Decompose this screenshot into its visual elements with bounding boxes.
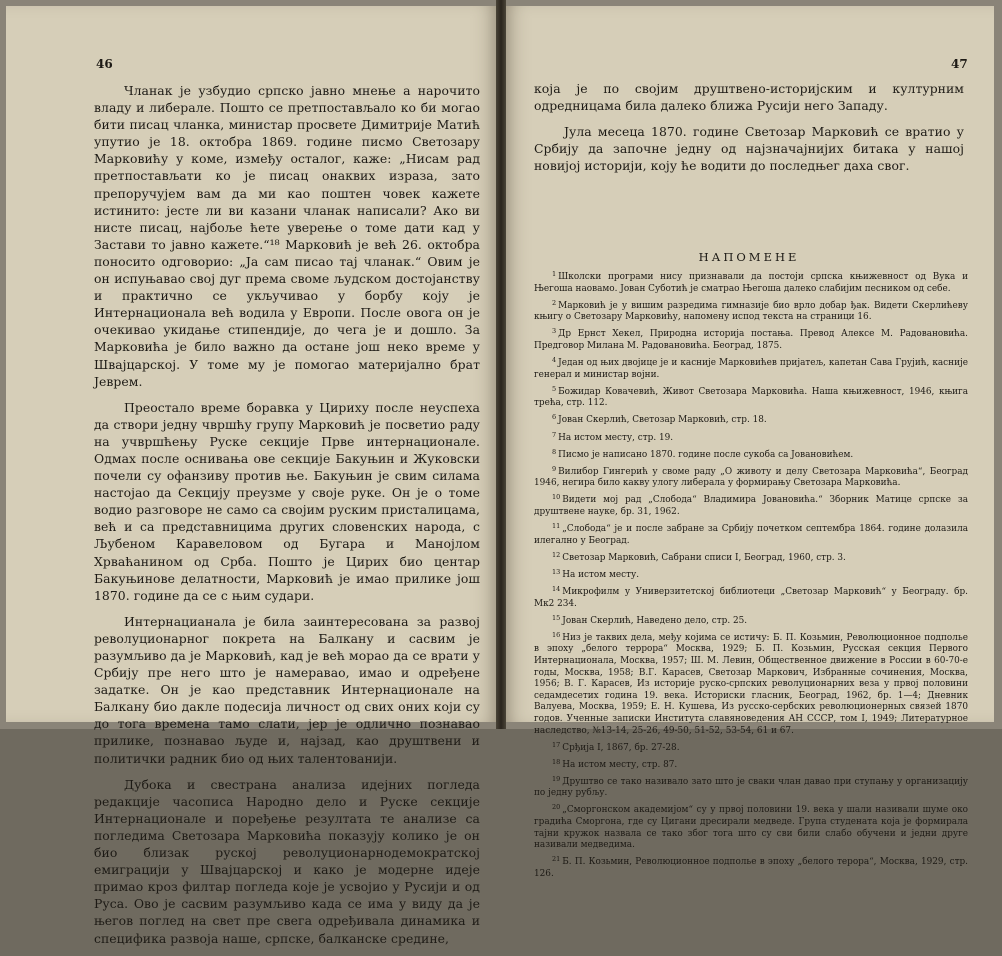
footnote-number: 8 — [552, 447, 557, 456]
book-gutter — [496, 0, 506, 729]
footnote-number: 15 — [552, 613, 561, 622]
footnote — [534, 550, 968, 565]
footnote — [534, 740, 968, 755]
footnote — [534, 355, 968, 381]
footnote — [534, 630, 968, 737]
paragraph: Преостало време боравка у Цириху после неуспеха да створи једну чвршћу групу Марковић је посветио раду на учвршћењу Руске секције Прве интернационале. Одмах после оснивања ове секције Бакуњин и Жуковски почели су офанзиву против ње. Бакуњин је свим силама настојао да Секцију преузме у своје руке. Он је о томе водио разговоре не само са својим руским присталицама, већ и са представницима других словенских народа, с Љубеном Каравеловом од Бугара и Манојлом Хрваћанином од Срба. Пошто је Цирих био центар Бакуњинове делатности, Марковић је имао прилике још 1870. године да се с њим судари. — [94, 399, 480, 603]
footnote — [534, 802, 968, 851]
footnote-text: Вилибор Гингерић у своме раду „О животу и делу Светозара Марковића“, Београд 1946, негира било какву улогу либерала у формирању Светозара Марковића. — [534, 466, 968, 489]
footnote-text: На истом месту. — [562, 569, 640, 580]
footnote-text: На истом месту, стр. 19. — [558, 432, 674, 443]
footnote-number: 2 — [552, 298, 557, 307]
footnote — [534, 269, 968, 295]
footnote-number: 3 — [552, 327, 557, 336]
left-page — [6, 6, 500, 946]
footnote-number: 16 — [552, 630, 561, 639]
left-body-text — [94, 82, 480, 956]
footnote — [534, 298, 968, 324]
footnote-number: 7 — [552, 430, 557, 439]
footnote-text: Писмо је написано 1870. године после сукоба са Јовановићем. — [558, 449, 854, 460]
footnote-text: Друштво се тако називало зато што је сваки члан давао при ступању у организацију по једну рубљу. — [534, 776, 968, 799]
footnote-text: „Слобода“ је и после забране за Србију почетком септембра 1864. године долазила илегално у Београд. — [534, 524, 968, 546]
footnote-text: Микрофилм у Универзитетској библиотеци „Светозар Марковић“ у Београду. бр. Мк2 234. — [534, 586, 968, 609]
footnote-text: Јован Скерлић, Наведено дело, стр. 25. — [562, 615, 748, 626]
footnote — [534, 447, 968, 462]
footnote-text: Низ је таквих дела, међу којима се истичу: Б. П. Козьмин, Революционное подполье в эпоху „белого террора“ Москва, 1929; Б. П. Козьмин, Русская секция Первого Интернационала, Москва, 1957; Ш. М. Левин, Общественное движение в России в 60-70-е годы, Москва, 1958; В.Г. Карасев, Светозар Маркович, Избранные сочинения, Москва, 1956; В. Г. Карасев, Из историје руско-српских револуционарних веза у првој половини седамдесетих година 19. века. Историски гласник, Београд, 1962, бр. 1—4; Дневник Валуева, Москва, 1959; Е. Н. Кушева, Из русско-сербских революционерных связей 1870 годов. Ученные записки Института славяноведения АН СССР, том I, 1949; Литературное наследство, №13-14, 25-26, 49-50, 51-52, 53-54, 61 и 67. — [534, 632, 968, 736]
footnote-number: 21 — [552, 855, 561, 864]
footnote-text: Школски програми нису признавали да постоји српска књижевност од Вука и Његоша наовамо. Јован Суботић је сматрао Његоша далеко слабијим песником од себе. — [534, 272, 968, 294]
footnote-text: Један од њих двојице је и касније Марковићев пријатељ, капетан Сава Грујић, касније генерал и министар војни. — [534, 358, 968, 380]
footnote — [534, 854, 968, 880]
footnote-number: 11 — [552, 522, 561, 531]
footnote-number: 4 — [552, 356, 557, 365]
page-number: 47 — [951, 57, 968, 71]
footnote — [534, 567, 968, 582]
footnote — [534, 492, 968, 518]
footnote — [534, 326, 968, 352]
right-page — [502, 6, 994, 879]
footnote-number: 20 — [552, 803, 561, 812]
footnote — [534, 464, 968, 490]
paragraph: Јула месеца 1870. године Светозар Марковић се вратио у Србију да започне једну од најзначајнијих битака у нашој новијој историји, коју ће водити до последњег даха свог. — [534, 124, 964, 174]
footnote-text: Видети мој рад „Слобода“ Владимира Јовановића.“ Зборник Матице српске за друштвене науке, бр. 31, 1962. — [534, 495, 968, 517]
paragraph: Чланак је узбудио српско јавно мнење а нарочито владу и либерале. Пошто се претпостављало ко би могао бити писац чланка, министар просвете Димитрије Матић упутио је 18. октобра 1869. године писмо Светозару Марковићу у коме, између осталог, каже: „Нисам рад претпостављати ко је писац онаквих израза, зато препоручујем вам да ми као поштен човек кажете истинито: јесте ли ви казани чланак написали? Ако ви нисте писац, најбоље ћете уверење о томе дати кад у Застави то јавно кажете.“¹⁸ Марковић је већ 26. октобра поносито одговорио: „Ја сам писао тај чланак.“ Овим је он испуњавао свој дуг према своме људском достојанству и практично се укључивао у борбу коју је Интернационала већ водила у Европи. После овога он је очекивао укидање стипендије, до чега је и дошло. За Марковића је било важно да остане још неко време у Швајцарској. У томе му је помогао материјално брат Јеврем. — [94, 83, 480, 389]
footnote-text: На истом месту, стр. 87. — [562, 759, 678, 770]
paragraph: која је по својим друштвено-историјским и културним одредницама била далеко ближа Русији него Западу. — [534, 81, 964, 114]
footnote — [534, 584, 968, 610]
footnote — [534, 613, 968, 628]
footnote-number: 10 — [552, 493, 561, 502]
footnote-text: Божидар Ковачевић, Живот Светозара Марковића. Наша књижевност, 1946, књига трећа, стр. 112. — [534, 386, 968, 409]
footnote-text: „Сморгонском академијом“ су у првој половини 19. века у шали називали шуме око градића Сморгона, где су Цигани дресирали медведе. Група студената која је формирала тајни кружок назвала се тако због тога што су сви били слабо обучени и једни друге називали медведима. — [534, 805, 968, 851]
footnote — [534, 774, 968, 800]
footnote — [534, 757, 968, 772]
footnote-number: 14 — [552, 584, 561, 593]
footnote-text: Б. П. Козьмин, Революционное подполье в эпоху „белого терора“, Москва, 1929, стр. 126. — [534, 857, 968, 879]
footnote-text: Марковић је у вишим разредима гимназије био врло добар ђак. Видети Скерлићеву књигу о Светозару Марковићу, напомену испод текста на страници 16. — [534, 300, 968, 323]
footnote-number: 9 — [552, 464, 557, 473]
footnote-number: 1 — [552, 270, 557, 278]
footnote-number: 17 — [552, 740, 561, 749]
footnote-number: 6 — [552, 413, 557, 422]
footnote — [534, 521, 968, 547]
footnote-number: 18 — [552, 757, 561, 766]
right-body-text — [534, 80, 964, 183]
footnote-text: Др Ернст Хекел, Природна историја постања. Превод Алексе М. Радовановића. Предговор Милана М. Радовановића. Београд, 1875. — [534, 329, 968, 351]
page-number: 46 — [96, 57, 113, 71]
footnote-number: 5 — [552, 384, 557, 393]
footnote-text: Јован Скерлић, Светозар Марковић, стр. 18. — [558, 415, 767, 426]
notes-heading: НАПОМЕНЕ — [698, 250, 800, 264]
paragraph: Интернацианала је била заинтересована за развој револуционарног покрета на Балкану и сасвим је разумљиво да је Марковић, кад је већ морао да се врати у Србију пре него што је намеравао, имао и одређене задатке. Он је као представник Интернационале на Балкану био дакле подесија личност од свих оних који су до тога времена тамо слати, јер је одлично познавао прилике, познавао људе и, најзад, као друштвени и политички радник био од њих талентованији. — [94, 613, 480, 766]
footnote — [534, 384, 968, 410]
notes-list — [534, 269, 968, 883]
footnote-number: 12 — [552, 550, 561, 559]
footnote — [534, 412, 968, 427]
footnote-number: 19 — [552, 774, 561, 783]
footnote-text: Светозар Марковић, Сабрани списи I, Београд, 1960, стр. 3. — [562, 552, 846, 563]
footnote-number: 13 — [552, 567, 561, 576]
paragraph: Дубока и свестрана анализа идејних погледа редакције часописа Народно дело и Руске секције Интернационале и поређење резултата те анализе са погледима Светозара Марковића показују колико је он био близак руској револуционарнодемократској емиграцији у Швајцарској и како је модерне идеје примао кроз филтар погледа које је усвојио у Русији и од Руса. Ово је сасвим разумљиво када се има у виду да је његов поглед на свет пре свега одређивала динамика и специфика развоја наше, српске, балканске средине, — [94, 776, 480, 946]
footnote — [534, 430, 968, 445]
footnote-text: Срђија I, 1867, бр. 27-28. — [562, 742, 680, 753]
